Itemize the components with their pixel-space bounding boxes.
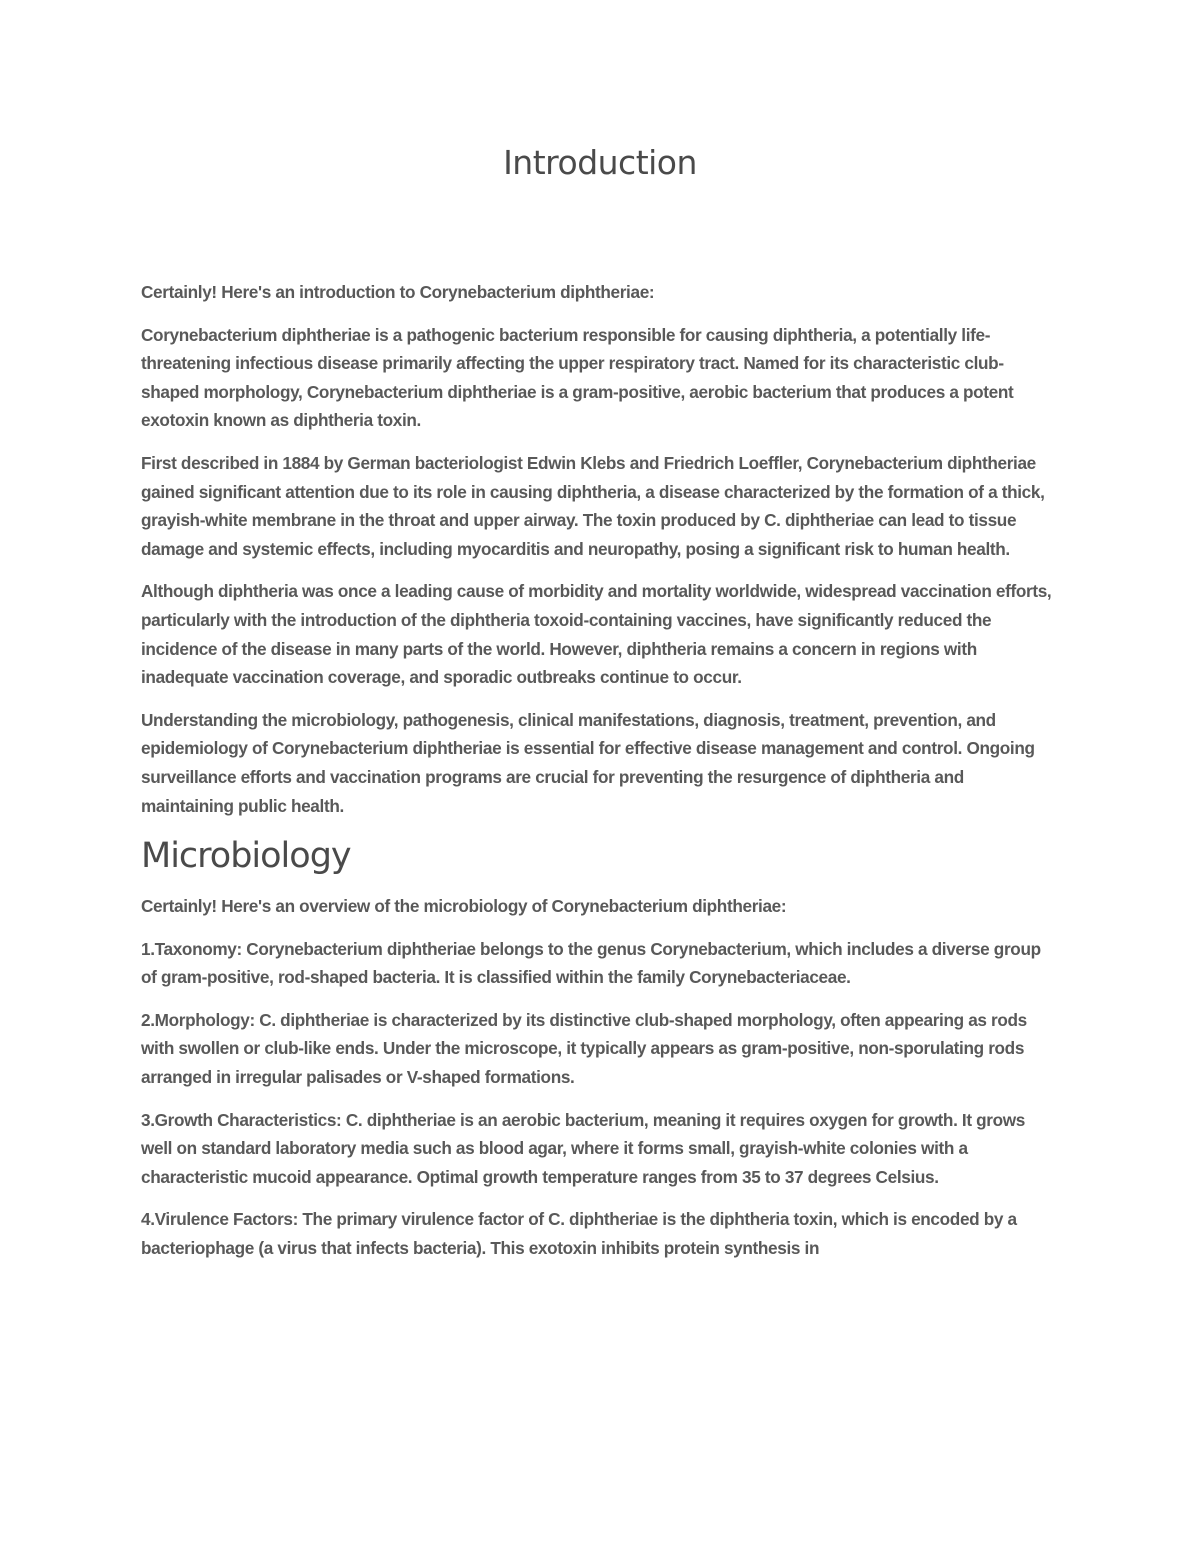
intro-paragraph: Although diphtheria was once a leading cause of morbidity and mortality worldwide, widespread vaccination efforts, particularly with the introduction of the diphtheria toxoid-containing vaccines, have significantly reduced the incidence of the disease in many parts of the world. However, diphtheria remains a concern in regions with inadequate vaccination coverage, and sporadic outbreaks continue to occur. xyxy=(141,581,1052,688)
microbiology-item: 2.Morphology: C. diphtheriae is characterized by its distinctive club-shaped morphology, often appearing as rods with swollen or club-like ends. Under the microscope, it typically appears as gram-positive, non-sporulating rods arranged in irregular palisades or V-shaped formations. xyxy=(141,1009,1027,1088)
section-heading-microbiology: Microbiology xyxy=(141,836,351,877)
intro-paragraph: Understanding the microbiology, pathogenesis, clinical manifestations, diagnosis, treatment, prevention, and epidemiology of Corynebacterium diphtheriae is essential for effective disease management and control. Ongoing surveillance efforts and vaccination programs are crucial for preventing the resurgence of diphtheria and maintaining public health. xyxy=(141,709,1035,816)
microbiology-item: 1.Taxonomy: Corynebacterium diphtheriae belongs to the genus Corynebacterium, which includes a diverse group of gram-positive, rod-shaped bacteria. It is classified within the family Corynebacteriaceae. xyxy=(141,938,1041,988)
document-body xyxy=(141,278,1059,1277)
intro-paragraph: First described in 1884 by German bacteriologist Edwin Klebs and Friedrich Loeffler, Corynebacterium diphtheriae gained significant attention due to its role in causing diphtheria, a disease characterized by the formation of a thick, grayish-white membrane in the throat and upper airway. The toxin produced by C. diphtheriae can lead to tissue damage and systemic effects, including myocarditis and neuropathy, posing a significant risk to human health. xyxy=(141,452,1045,559)
microbiology-lead: Certainly! Here's an overview of the microbiology of Corynebacterium diphtheriae: xyxy=(141,896,787,917)
intro-paragraph: Corynebacterium diphtheriae is a pathogenic bacterium responsible for causing diphtheria, a potentially life-threatening infectious disease primarily affecting the upper respiratory tract. Named for its characteristic club-shaped morphology, Corynebacterium diphtheriae is a gram-positive, aerobic bacterium that produces a potent exotoxin known as diphtheria toxin. xyxy=(141,324,1014,431)
microbiology-item: 4.Virulence Factors: The primary virulence factor of C. diphtheriae is the diphtheria toxin, which is encoded by a bacteriophage (a virus that infects bacteria). This exotoxin inhibits protein synthesis in xyxy=(141,1209,1017,1259)
page-title: Introduction xyxy=(503,143,697,182)
microbiology-item: 3.Growth Characteristics: C. diphtheriae is an aerobic bacterium, meaning it requires oxygen for growth. It grows well on standard laboratory media such as blood agar, where it forms small, grayish-white colonies with a characteristic mucoid appearance. Optimal growth temperature ranges from 35 to 37 degrees Celsius. xyxy=(141,1109,1026,1187)
intro-lead: Certainly! Here's an introduction to Corynebacterium diphtheriae: xyxy=(141,282,655,302)
